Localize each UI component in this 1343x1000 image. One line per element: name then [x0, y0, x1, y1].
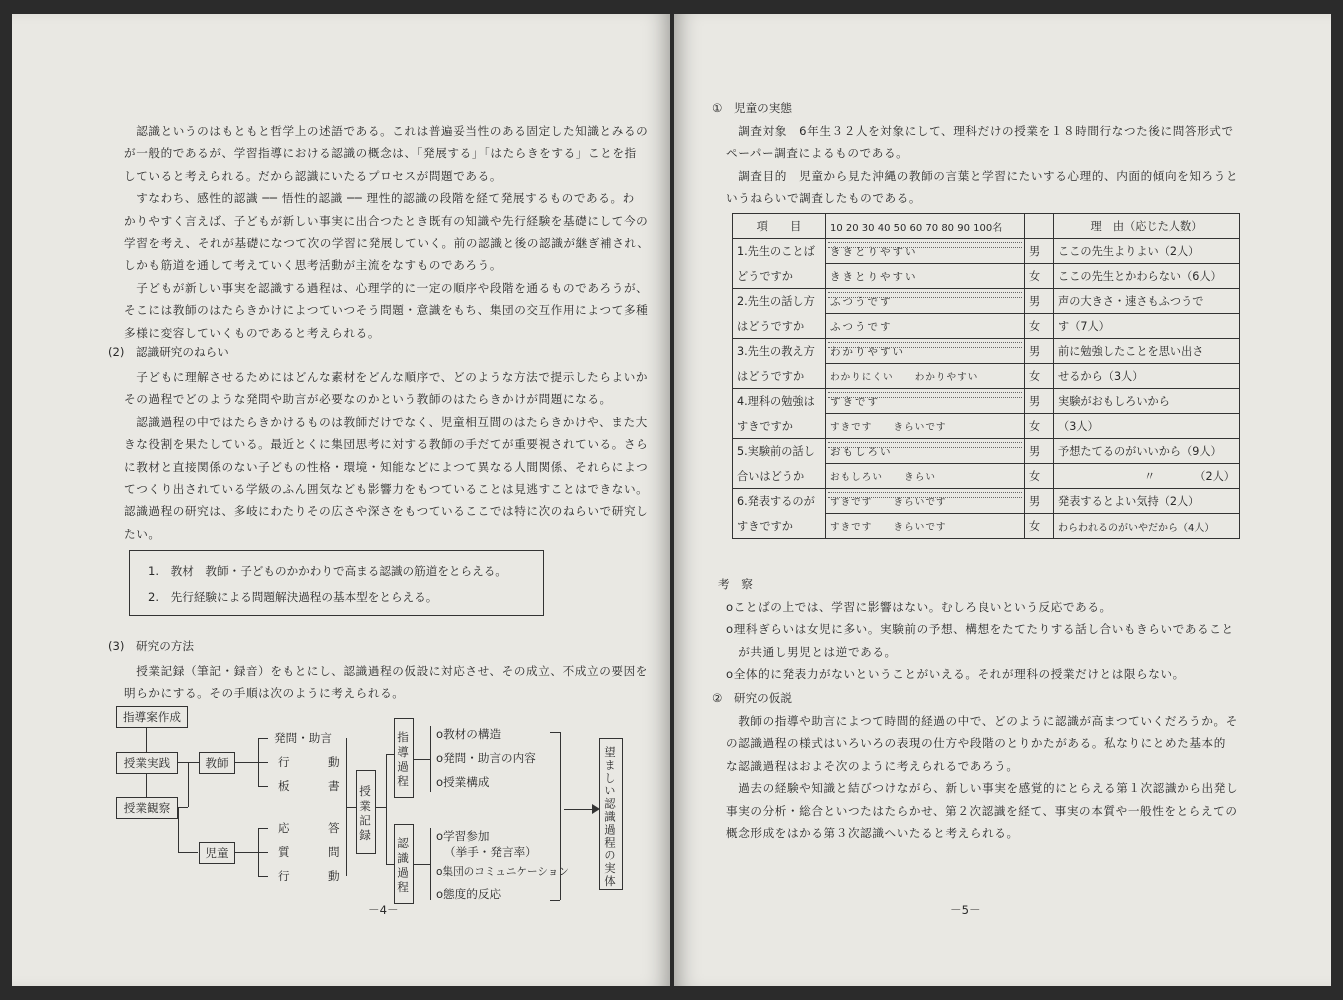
question-text: はどうですか: [733, 364, 826, 389]
hypothesis-text: 教師の指導や助言によつて時間的経過の中で、どのように認識が高まつていくだろうか。そ の認識過程の様式はいろいろの表現の仕方や段階のとりかたがある。私なりにとめた基本的 な認識過程はおよそ次のように考えられるであろう。 過去の経験や知識と結びつけながら、新しい事実を感覚的にとらえる第１次認識から出発し 事実の分析・総合といつたはたらかせ、第２次認識を経て、事実の本質や一般性をとらえての 概念形成をはかる第３次認識へいたると考えられる。: [726, 714, 1239, 841]
table-row: [733, 239, 1240, 264]
connector: [414, 759, 430, 760]
teacher-item-2b: 動: [328, 755, 340, 769]
bracket: [430, 726, 431, 792]
header-item: 項 目: [733, 214, 826, 239]
table-header: [733, 214, 1240, 239]
bracket: [430, 828, 431, 900]
connector: [376, 807, 386, 808]
section-1-heading: ① 児童の実態: [712, 101, 792, 115]
aim-2: 2. 先行経験による問題解決過程の基本型をとらえる。: [148, 590, 438, 604]
question-text: 3.先生の教え方: [733, 339, 826, 364]
survey-intro: 調査対象 6年生３２人を対象にして、理科だけの授業を１８時間行なつた後に問答形式で ペーパー調査によるものである。 調査目的 児童から見た沖縄の教師の言葉と学習にたいする心理的、内面的傾向を知ろうと いうねらいで調査したものである。: [726, 124, 1239, 206]
table-row: [733, 339, 1240, 364]
section-2-text: 子どもに理解させるためにはどんな素材をどんな順序で、どのような方法で提示したらよいか その過程でどのような発問や助言が必要なのかという教師のはたらきかけが問題になる。 認識過程の中ではたらきかけるものは教師だけでなく、児童相互間のはたらきかけや、また大 きな役割を果たしている。最近とくに集団思考に対する教師の手だてが重要視されている。さら に教材と直接関係のない子どもの性格・環境・知能などによつて異なる人間関係、それらによつ てつくり出されている学級のふん囲気なども影響力をもつていることは見逃すことはできない。 認識過程の研究は、多岐にわたりその広さや深さをもつているここでは特に次のねらいで研究し たい。: [124, 370, 649, 541]
child-item-3a: 行: [278, 869, 290, 883]
female-label: 女: [1025, 264, 1054, 289]
reason-text: ここの先生よりよい（2人）: [1054, 239, 1240, 264]
reason-text: 予想たてるのがいいから（9人）: [1054, 439, 1240, 464]
question-text: 5.実験前の話し: [733, 439, 826, 464]
section-3-heading: (3) 研究の方法: [108, 639, 194, 653]
section-3-text: 授業記録（筆記・録音）をもとにし、認識過程の仮設に対応させ、その成立、不成立の要因を 明らかにする。その手順は次のように考えられる。: [124, 664, 648, 701]
result-box: 望ましい認識過程の実体: [599, 738, 623, 890]
header-gender: [1025, 214, 1054, 239]
reason-text: 前に勉強したことを思い出さ: [1054, 339, 1240, 364]
intro-text: 認識というのはもともと哲学上の述語である。これは普遍妥当性のある固定した知識とみるの が一般的であるが、学習指導における認識の概念は、「発展する」「はたらきをする」ことを指 していると考えられる。だから認識にいたるプロセスが問題である。 すなわち、感性的認識 ── 悟性的認識 ── 理性的認識の段階を経て発展するものである。わ かりやすく言えば、子どもが新しい事実に出合つたとき既有の知識や先行経験を基礎にして今の 学習を考え、それが基礎になつて次の学習に発展していく。前の認識と後の認識が継ぎ補され、 しかも筋道を通して考えていく思考活動が主流をなすものであろう。 子どもが新しい事実を認識する過程は、心理学的に一定の順序や段階を通るものであろうが、 そこには教師のはたらきかけによつていつそう問題・意識をもち、集団の交互作用によつて多種 多様に変容していくものであると考えられる。: [124, 124, 650, 340]
guide-item-2: o発問・助言の内容: [436, 751, 536, 765]
left-page: [12, 14, 670, 986]
recog-item-1: o学習参加: [436, 829, 490, 843]
recog-process-box: 認識過程: [394, 824, 414, 904]
question-text: 1.先生のことば: [733, 239, 826, 264]
male-answer: すきです きらいです: [826, 489, 1025, 514]
connector: [178, 852, 198, 853]
arrow-line: [146, 773, 147, 797]
question-text: 6.発表するのが: [733, 489, 826, 514]
bracket: [560, 732, 561, 900]
female-label: 女: [1025, 464, 1054, 489]
connector: [234, 762, 258, 763]
connector: [178, 807, 179, 852]
section-2-heading: (2) 認識研究のねらい: [108, 345, 229, 359]
male-label: 男: [1025, 339, 1054, 364]
child-box: 児童: [199, 842, 235, 864]
guide-item-3: o授業構成: [436, 775, 490, 789]
table-row: [733, 514, 1240, 539]
female-label: 女: [1025, 314, 1054, 339]
question-text: どうですか: [733, 264, 826, 289]
female-answer: わかりにくい わかりやすい: [826, 364, 1025, 389]
female-answer: すきです きらいです: [826, 514, 1025, 539]
connector: [386, 754, 387, 864]
table-row: [733, 289, 1240, 314]
guide-item-1: o教材の構造: [436, 727, 502, 741]
question-text: 4.理科の勉強は: [733, 389, 826, 414]
question-text: はどうですか: [733, 314, 826, 339]
male-answer: わかりやすい: [826, 339, 1025, 364]
reason-text: 〃 （2人）: [1054, 464, 1240, 489]
connector: [178, 807, 188, 808]
reason-text: 声の大きさ・速さもふつうで: [1054, 289, 1240, 314]
female-label: 女: [1025, 364, 1054, 389]
connector: [188, 762, 189, 807]
page-number-left: －4－: [368, 903, 399, 917]
child-item-2a: 質: [278, 845, 290, 859]
table-row: [733, 414, 1240, 439]
right-page: [674, 14, 1331, 986]
practice-box: 授業実践: [116, 752, 178, 774]
reason-text: す（7人）: [1054, 314, 1240, 339]
male-label: 男: [1025, 389, 1054, 414]
connector: [258, 828, 268, 829]
table-row: [733, 439, 1240, 464]
female-answer: おもしろい きらい: [826, 464, 1025, 489]
reason-text: 実験がおもしろいから: [1054, 389, 1240, 414]
consideration-heading: 考 察: [718, 577, 753, 591]
question-text: すきですか: [733, 414, 826, 439]
child-item-2b: 問: [328, 845, 340, 859]
question-text: 合いはどうか: [733, 464, 826, 489]
question-text: 2.先生の話し方: [733, 289, 826, 314]
male-answer: おもしろい: [826, 439, 1025, 464]
reason-text: ここの先生とかわらない（6人）: [1054, 264, 1240, 289]
connector: [234, 852, 258, 853]
connector: [258, 738, 268, 739]
connector: [258, 762, 268, 763]
female-answer: ききとりやすい: [826, 264, 1025, 289]
reason-text: わらわれるのがいやだから（4人）: [1054, 514, 1240, 539]
male-answer: ふつうです: [826, 289, 1025, 314]
question-text: すきですか: [733, 514, 826, 539]
recog-item-1-sub: （挙手・発言率）: [444, 845, 537, 859]
male-answer: すきです: [826, 389, 1025, 414]
table-row: [733, 264, 1240, 289]
connector: [550, 900, 560, 901]
plan-box: 指導案作成: [116, 706, 188, 728]
record-box: 授業記録: [356, 770, 376, 854]
header-scale: 10 20 30 40 50 60 70 80 90 100名: [826, 214, 1025, 239]
connector: [414, 864, 430, 865]
connector: [258, 786, 268, 787]
female-label: 女: [1025, 414, 1054, 439]
connector: [258, 852, 268, 853]
survey-table: [732, 213, 1240, 539]
table-row: [733, 389, 1240, 414]
connector: [178, 762, 200, 763]
female-answer: すきです きらいです: [826, 414, 1025, 439]
male-label: 男: [1025, 239, 1054, 264]
female-answer: ふつうです: [826, 314, 1025, 339]
connector: [258, 876, 268, 877]
male-label: 男: [1025, 489, 1054, 514]
reason-text: 発表するとよい気持（2人）: [1054, 489, 1240, 514]
teacher-item-3b: 書: [328, 779, 340, 793]
table-row: [733, 364, 1240, 389]
consideration-text: oことばの上では、学習に影響はない。むしろ良いという反応である。 o理科ぎらいは女児に多い。実験前の予想、構想をたてたりする話し合いもきらいであること が共通し男児とは逆である。 o全体的に発表力がないということがいえる。それが理科の授業だけとは限らない。: [726, 600, 1234, 682]
header-reason: 理 由（応じた人数）: [1054, 214, 1240, 239]
guide-process-box: 指導過程: [394, 718, 414, 798]
reason-text: せるから（3人）: [1054, 364, 1240, 389]
page-number-right: －5－: [950, 903, 981, 917]
table-row: [733, 464, 1240, 489]
teacher-item-1: 発問・助言: [274, 731, 332, 745]
teacher-item-3a: 板: [278, 779, 290, 793]
female-label: 女: [1025, 514, 1054, 539]
table-row: [733, 314, 1240, 339]
child-item-1a: 応: [278, 821, 290, 835]
observe-box: 授業観察: [116, 797, 178, 819]
male-answer: ききとりやすい: [826, 239, 1025, 264]
aim-1: 1. 教材 教師・子どものかかわりで高まる認識の筋道をとらえる。: [148, 564, 507, 578]
teacher-box: 教師: [199, 752, 235, 774]
recog-item-3: o態度的反応: [436, 887, 502, 901]
section-2-heading-right: ② 研究の仮説: [712, 691, 792, 705]
male-label: 男: [1025, 439, 1054, 464]
child-item-3b: 動: [328, 869, 340, 883]
aims-box: [129, 550, 544, 616]
connector: [550, 732, 560, 733]
recog-item-2: o集団のコミュニケーション: [436, 866, 569, 878]
reason-text: （3人）: [1054, 414, 1240, 439]
male-label: 男: [1025, 289, 1054, 314]
arrow-line: [146, 727, 147, 752]
table-row: [733, 489, 1240, 514]
child-item-1b: 答: [328, 821, 340, 835]
teacher-item-2a: 行: [278, 755, 290, 769]
